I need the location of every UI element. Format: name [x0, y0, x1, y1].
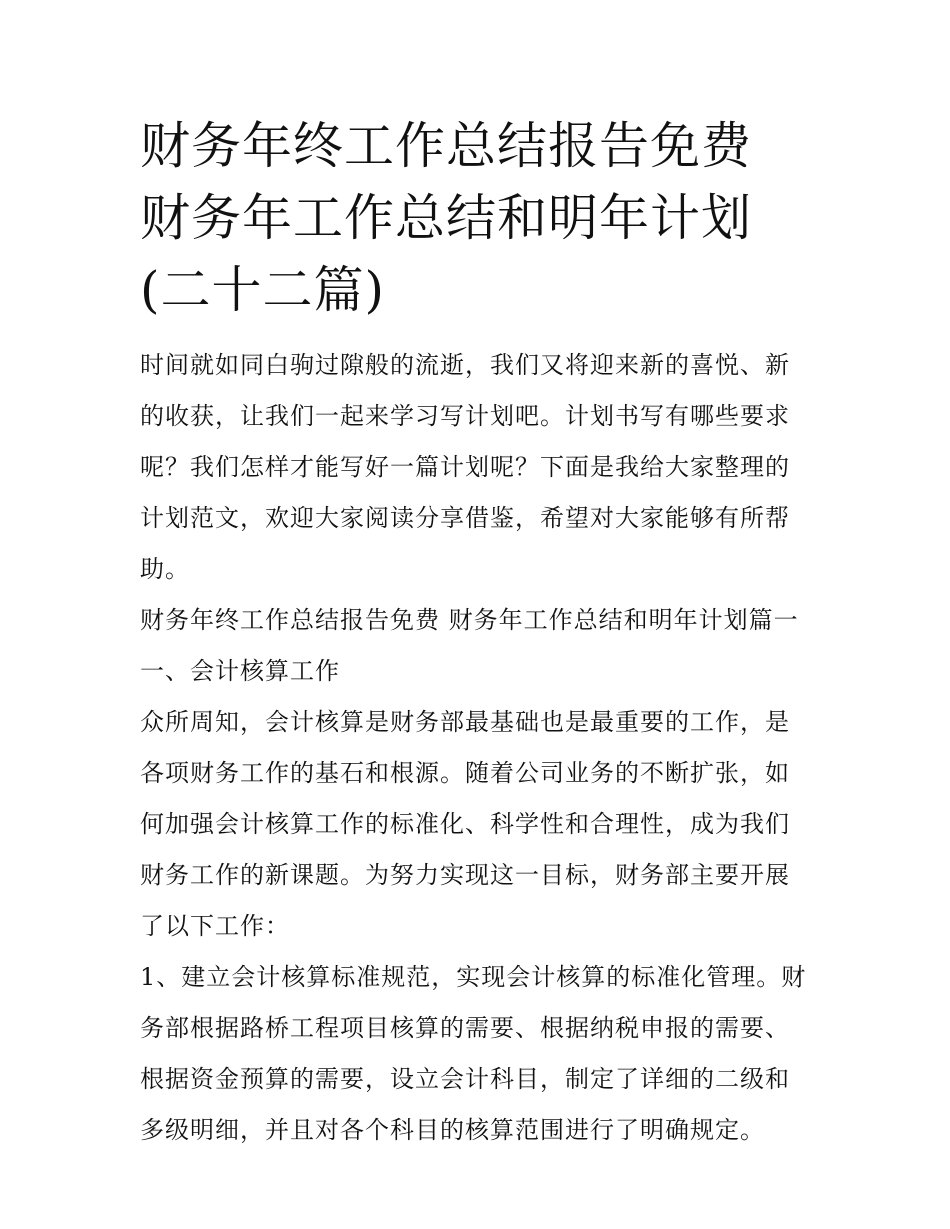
- subsection-heading: 一、会计核算工作: [140, 657, 340, 685]
- document-page: [140, 110, 812, 1156]
- body-paragraph: 众所周知，会计核算是财务部最基础也是最重要的工作，是各项财务工作的基石和根源。随着公司业务的不断扩张，如何加强会计核算工作的标准化、科学性和合理性，成为我们财务工作的新课题。为努力实现这一目标，财务部主要开展了以下工作：: [140, 708, 790, 940]
- document-body: [140, 340, 812, 1156]
- intro-paragraph: 时间就如同白驹过隙般的流逝，我们又将迎来新的喜悦、新的收获，让我们一起来学习写计划吧。计划书写有哪些要求呢？我们怎样才能写好一篇计划呢？下面是我给大家整理的计划范文，欢迎大家阅读分享借鉴，希望对大家能够有所帮助。: [140, 351, 790, 583]
- section-heading: 财务年终工作总结报告免费 财务年工作总结和明年计划篇一: [140, 606, 799, 634]
- body-paragraph: 1、建立会计核算标准规范，实现会计核算的标准化管理。财务部根据路桥工程项目核算的需要、根据纳税申报的需要、根据资金预算的需要，设立会计科目，制定了详细的二级和多级明细，并且对各个科目的核算范围进行了明确规定。: [140, 963, 807, 1144]
- document-title: 财务年终工作总结报告免费 财务年工作总结和明年计划(二十二篇): [140, 117, 752, 319]
